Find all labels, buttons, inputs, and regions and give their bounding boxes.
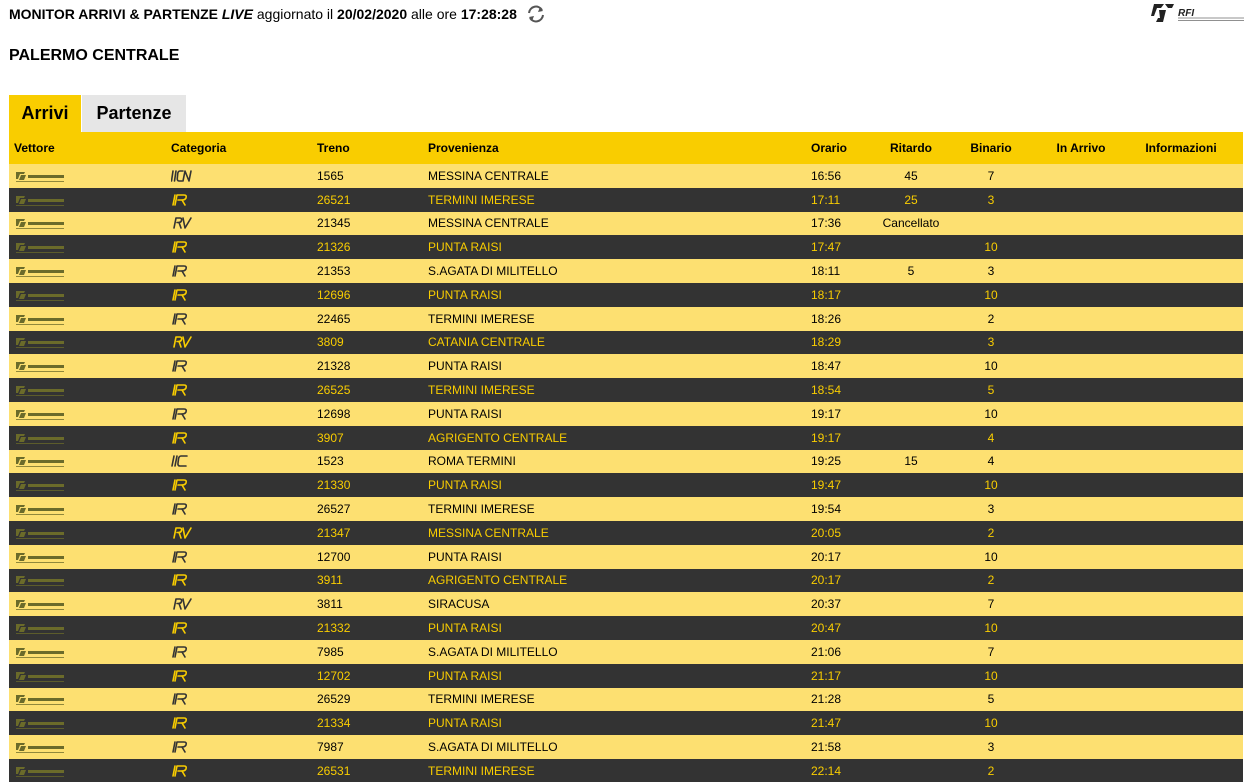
header-live: LIVE: [221, 6, 253, 22]
category-cell: [169, 478, 317, 492]
category-cell: [169, 740, 317, 754]
train-number: 21345: [317, 216, 351, 231]
origin-station: PUNTA RAISI: [428, 549, 502, 564]
category-r-icon: [171, 669, 193, 683]
table-row[interactable]: [9, 735, 1243, 759]
category-cell: [169, 383, 317, 397]
category-r-icon: [171, 288, 193, 302]
category-r-icon: [171, 383, 193, 397]
table-row[interactable]: [9, 235, 1243, 259]
origin-station: AGRIGENTO CENTRALE: [428, 430, 568, 445]
carrier-cell: [9, 264, 169, 278]
category-ic-icon: [171, 454, 193, 468]
platform-number: 10: [984, 240, 998, 255]
trenitalia-logo: [14, 573, 66, 587]
platform-number: 10: [984, 406, 998, 421]
carrier-cell: [9, 240, 169, 254]
platform-number: 10: [984, 716, 998, 731]
carrier-cell: [9, 288, 169, 302]
origin-station: SIRACUSA: [428, 597, 490, 612]
train-number: 12698: [317, 406, 351, 421]
carrier-cell: [9, 193, 169, 207]
carrier-cell: [9, 550, 169, 564]
category-cell: [169, 216, 317, 230]
train-number: 21328: [317, 359, 351, 374]
col-header-vettore: Vettore: [14, 141, 55, 155]
train-number: 7987: [317, 740, 344, 755]
col-header-treno: Treno: [317, 141, 350, 155]
trenitalia-logo: [14, 431, 66, 445]
carrier-cell: [9, 597, 169, 611]
category-r-icon: [171, 407, 193, 421]
category-cell: [169, 526, 317, 540]
delay-value: 45: [904, 168, 918, 183]
train-number: 26525: [317, 383, 351, 398]
scheduled-time: 17:11: [811, 192, 841, 207]
category-cell: [169, 764, 317, 778]
scheduled-time: 18:47: [811, 359, 842, 374]
origin-station: PUNTA RAISI: [428, 716, 502, 731]
origin-station: PUNTA RAISI: [428, 359, 502, 374]
trenitalia-logo: [14, 621, 66, 635]
train-number: 3907: [317, 430, 344, 445]
train-number: 12696: [317, 287, 351, 302]
trenitalia-logo: [14, 645, 66, 659]
col-header-orario: Orario: [811, 141, 848, 155]
platform-number: 4: [987, 430, 995, 445]
train-number: 21347: [317, 525, 351, 540]
carrier-cell: [9, 573, 169, 587]
category-cell: [169, 407, 317, 421]
category-r-icon: [171, 312, 193, 326]
category-cell: [169, 431, 317, 445]
table-row[interactable]: [9, 616, 1243, 640]
category-cell: [169, 645, 317, 659]
trenitalia-logo: [14, 740, 66, 754]
table-row[interactable]: [9, 307, 1243, 331]
train-number: 22465: [317, 311, 351, 326]
scheduled-time: 18:26: [811, 311, 842, 326]
carrier-cell: [9, 740, 169, 754]
origin-station: TERMINI IMERESE: [428, 502, 535, 517]
carrier-cell: [9, 716, 169, 730]
category-rv-icon: [171, 216, 193, 230]
scheduled-time: 18:29: [811, 335, 842, 350]
train-number: 21353: [317, 264, 351, 279]
table-row[interactable]: [9, 283, 1243, 307]
carrier-cell: [9, 621, 169, 635]
header-date: 20/02/2020: [337, 6, 408, 22]
trenitalia-logo: [14, 478, 66, 492]
carrier-cell: [9, 669, 169, 683]
header-title: MONITOR ARRIVI & PARTENZE: [9, 6, 222, 22]
scheduled-time: 21:58: [811, 740, 842, 755]
platform-number: 2: [987, 525, 995, 540]
platform-number: 10: [984, 287, 998, 302]
trenitalia-logo: [14, 407, 66, 421]
origin-station: S.AGATA DI MILITELLO: [428, 644, 558, 659]
category-icn-icon: [171, 169, 193, 183]
col-header-in-arrivo: In Arrivo: [1056, 141, 1106, 155]
scheduled-time: 18:54: [811, 383, 842, 398]
category-r-icon: [171, 478, 193, 492]
origin-station: PUNTA RAISI: [428, 621, 502, 636]
col-header-provenienza: Provenienza: [428, 141, 499, 155]
origin-station: PUNTA RAISI: [428, 406, 502, 421]
table-row[interactable]: [9, 164, 1243, 188]
platform-number: 3: [987, 264, 995, 279]
scheduled-time: 16:56: [811, 168, 842, 183]
platform-number: 7: [987, 597, 995, 612]
platform-number: 5: [987, 692, 995, 707]
train-number: 12702: [317, 668, 351, 683]
scheduled-time: 18:17: [811, 287, 842, 302]
trenitalia-logo: [14, 264, 66, 278]
category-cell: [169, 716, 317, 730]
scheduled-time: 20:37: [811, 597, 842, 612]
trenitalia-logo: [14, 193, 66, 207]
header-updated-text: aggiornato il: [252, 6, 338, 22]
carrier-cell: [9, 502, 169, 516]
svg-text:RFI: RFI: [1178, 8, 1195, 19]
trenitalia-logo: [14, 288, 66, 302]
category-cell: [169, 288, 317, 302]
origin-station: AGRIGENTO CENTRALE: [428, 573, 568, 588]
origin-station: CATANIA CENTRALE: [428, 335, 545, 350]
trenitalia-logo: [14, 597, 66, 611]
rfi-logo: [1150, 2, 1246, 24]
trenitalia-logo: [14, 312, 66, 326]
table-header: [9, 132, 1243, 164]
trenitalia-logo: [14, 169, 66, 183]
table-row[interactable]: [9, 711, 1243, 735]
carrier-cell: [9, 645, 169, 659]
scheduled-time: 17:36: [811, 216, 842, 231]
train-number: 26527: [317, 502, 351, 517]
carrier-cell: [9, 216, 169, 230]
header-time-text: alle ore: [407, 6, 461, 22]
platform-number: 3: [987, 192, 995, 207]
origin-station: MESSINA CENTRALE: [428, 168, 549, 183]
carrier-cell: [9, 526, 169, 540]
platform-number: 7: [987, 644, 995, 659]
table-row[interactable]: [9, 759, 1243, 782]
scheduled-time: 19:25: [811, 454, 842, 469]
table-row[interactable]: [9, 188, 1243, 212]
col-header-informazioni: Informazioni: [1145, 141, 1217, 155]
category-cell: [169, 597, 317, 611]
table-row[interactable]: [9, 259, 1243, 283]
trenitalia-logo: [14, 764, 66, 778]
category-r-icon: [171, 264, 193, 278]
platform-number: 10: [984, 668, 998, 683]
category-rv-icon: [171, 526, 193, 540]
scheduled-time: 19:17: [811, 430, 842, 445]
category-r-icon: [171, 716, 193, 730]
scheduled-time: 20:17: [811, 549, 842, 564]
table-row[interactable]: [9, 450, 1243, 474]
scheduled-time: 20:17: [811, 573, 842, 588]
scheduled-time: 21:47: [811, 716, 842, 731]
trenitalia-logo: [14, 716, 66, 730]
category-cell: [169, 169, 317, 183]
carrier-cell: [9, 407, 169, 421]
category-r-icon: [171, 550, 193, 564]
scheduled-time: 21:17: [811, 668, 842, 683]
table-row[interactable]: [9, 640, 1243, 664]
category-rv-icon: [171, 335, 193, 349]
platform-number: 7: [987, 168, 995, 183]
scheduled-time: 17:47: [811, 240, 842, 255]
category-cell: [169, 573, 317, 587]
train-number: 3809: [317, 335, 344, 350]
category-cell: [169, 454, 317, 468]
train-number: 7985: [317, 644, 344, 659]
origin-station: PUNTA RAISI: [428, 668, 502, 683]
carrier-cell: [9, 431, 169, 445]
category-cell: [169, 264, 317, 278]
trenitalia-logo: [14, 526, 66, 540]
origin-station: ROMA TERMINI: [428, 454, 516, 469]
col-header-ritardo: Ritardo: [890, 141, 932, 155]
category-cell: [169, 359, 317, 373]
carrier-cell: [9, 335, 169, 349]
carrier-cell: [9, 764, 169, 778]
trenitalia-logo: [14, 502, 66, 516]
category-r-icon: [171, 502, 193, 516]
category-r-icon: [171, 692, 193, 706]
origin-station: PUNTA RAISI: [428, 478, 502, 493]
delay-value: Cancellato: [882, 216, 940, 231]
category-r-icon: [171, 621, 193, 635]
category-r-icon: [171, 240, 193, 254]
delay-value: 15: [904, 454, 918, 469]
platform-number: 10: [984, 549, 998, 564]
refresh-icon[interactable]: [525, 5, 547, 23]
train-number: 26531: [317, 763, 351, 778]
delay-value: 5: [907, 264, 915, 279]
platform-number: 2: [987, 311, 995, 326]
trenitalia-logo: [14, 335, 66, 349]
platform-number: 2: [987, 573, 995, 588]
category-r-icon: [171, 573, 193, 587]
category-r-icon: [171, 764, 193, 778]
trenitalia-logo: [14, 669, 66, 683]
scheduled-time: 18:11: [811, 264, 841, 279]
trenitalia-logo: [14, 550, 66, 564]
carrier-cell: [9, 478, 169, 492]
table-row[interactable]: [9, 331, 1243, 355]
category-r-icon: [171, 359, 193, 373]
train-number: 26521: [317, 192, 351, 207]
platform-number: 10: [984, 621, 998, 636]
page-header: [9, 5, 547, 23]
header-time: 17:28:28: [460, 6, 517, 22]
scheduled-time: 22:14: [811, 763, 842, 778]
category-r-icon: [171, 740, 193, 754]
category-cell: [169, 502, 317, 516]
category-cell: [169, 621, 317, 635]
trenitalia-logo: [14, 216, 66, 230]
delay-value: 25: [904, 192, 918, 207]
platform-number: 3: [987, 502, 995, 517]
col-header-binario: Binario: [970, 141, 1012, 155]
station-name: PALERMO CENTRALE: [9, 47, 180, 64]
table-row[interactable]: [9, 592, 1243, 616]
category-cell: [169, 550, 317, 564]
trenitalia-logo: [14, 359, 66, 373]
origin-station: TERMINI IMERESE: [428, 383, 535, 398]
platform-number: 3: [987, 335, 995, 350]
table-row[interactable]: [9, 521, 1243, 545]
table-row[interactable]: [9, 664, 1243, 688]
table-row[interactable]: [9, 378, 1243, 402]
table-row[interactable]: [9, 497, 1243, 521]
train-number: 1523: [317, 454, 344, 469]
platform-number: 2: [987, 763, 995, 778]
table-row[interactable]: [9, 569, 1243, 593]
scheduled-time: 21:06: [811, 644, 842, 659]
category-cell: [169, 335, 317, 349]
carrier-cell: [9, 383, 169, 397]
train-number: 21334: [317, 716, 351, 731]
scheduled-time: 19:47: [811, 478, 842, 493]
tab-departures[interactable]: Partenze: [82, 95, 186, 132]
origin-station: PUNTA RAISI: [428, 240, 502, 255]
category-cell: [169, 193, 317, 207]
origin-station: PUNTA RAISI: [428, 287, 502, 302]
carrier-cell: [9, 169, 169, 183]
train-number: 1565: [317, 168, 344, 183]
trenitalia-logo: [14, 454, 66, 468]
board-tabs: [9, 95, 186, 132]
train-number: 3911: [317, 573, 343, 588]
scheduled-time: 20:05: [811, 525, 842, 540]
category-cell: [169, 312, 317, 326]
platform-number: 10: [984, 478, 998, 493]
table-row[interactable]: [9, 402, 1243, 426]
category-r-icon: [171, 645, 193, 659]
platform-number: 10: [984, 359, 998, 374]
platform-number: 3: [987, 740, 995, 755]
origin-station: MESSINA CENTRALE: [428, 216, 549, 231]
table-row[interactable]: [9, 212, 1243, 236]
table-row[interactable]: [9, 426, 1243, 450]
category-rv-icon: [171, 597, 193, 611]
train-number: 3811: [317, 597, 343, 612]
table-row[interactable]: [9, 688, 1243, 712]
category-cell: [169, 692, 317, 706]
scheduled-time: 21:28: [811, 692, 842, 707]
train-number: 26529: [317, 692, 351, 707]
origin-station: S.AGATA DI MILITELLO: [428, 264, 558, 279]
origin-station: TERMINI IMERESE: [428, 692, 535, 707]
trenitalia-logo: [14, 383, 66, 397]
scheduled-time: 19:17: [811, 406, 842, 421]
table-row[interactable]: [9, 473, 1243, 497]
table-row[interactable]: [9, 354, 1243, 378]
category-r-icon: [171, 193, 193, 207]
carrier-cell: [9, 359, 169, 373]
carrier-cell: [9, 692, 169, 706]
origin-station: TERMINI IMERESE: [428, 311, 535, 326]
trenitalia-logo: [14, 692, 66, 706]
scheduled-time: 19:54: [811, 502, 842, 517]
category-cell: [169, 669, 317, 683]
platform-number: 4: [987, 454, 995, 469]
carrier-cell: [9, 312, 169, 326]
arrivals-table: [9, 132, 1243, 782]
category-cell: [169, 240, 317, 254]
platform-number: 5: [987, 383, 995, 398]
carrier-cell: [9, 454, 169, 468]
train-number: 21330: [317, 478, 351, 493]
origin-station: MESSINA CENTRALE: [428, 525, 549, 540]
table-body: [9, 164, 1243, 782]
origin-station: S.AGATA DI MILITELLO: [428, 740, 558, 755]
col-header-categoria: Categoria: [171, 141, 227, 155]
scheduled-time: 20:47: [811, 621, 842, 636]
table-row[interactable]: [9, 545, 1243, 569]
origin-station: TERMINI IMERESE: [428, 763, 535, 778]
train-number: 21326: [317, 240, 351, 255]
train-number: 21332: [317, 621, 351, 636]
origin-station: TERMINI IMERESE: [428, 192, 535, 207]
tab-arrivals[interactable]: Arrivi: [9, 95, 81, 132]
category-r-icon: [171, 431, 193, 445]
train-number: 12700: [317, 549, 351, 564]
trenitalia-logo: [14, 240, 66, 254]
